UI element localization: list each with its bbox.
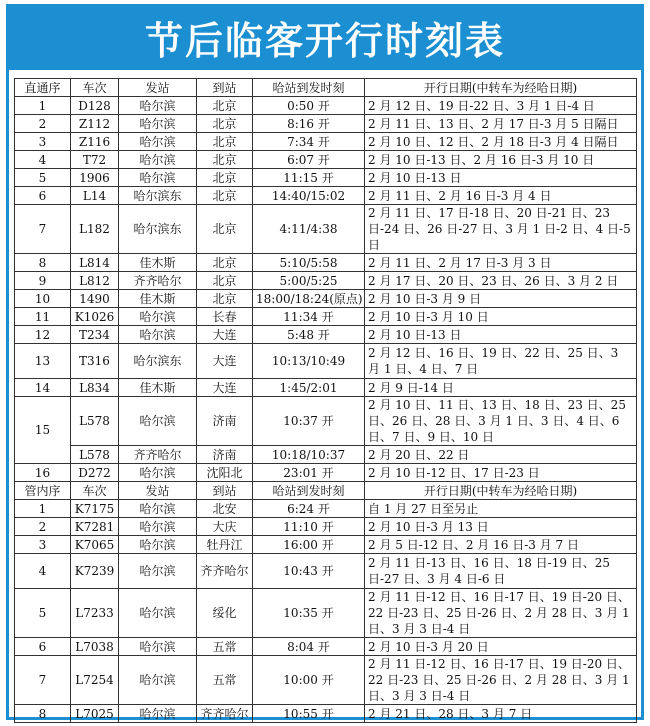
arrival-station-cell: 五常 xyxy=(197,656,253,705)
dates-cell: 2 月 10 日-12 日、17 日-23 日 xyxy=(365,464,637,482)
train-number-cell: Z116 xyxy=(71,133,119,151)
train-number-cell: T234 xyxy=(71,326,119,344)
dates-cell: 2 月 10 日-3 月 20 日 xyxy=(365,638,637,656)
train-number-cell: D128 xyxy=(71,97,119,115)
arrival-station-cell: 北京 xyxy=(197,187,253,205)
seq-cell: 5 xyxy=(15,169,71,187)
time-cell: 6:07 开 xyxy=(253,151,365,169)
arrival-station-cell: 绥化 xyxy=(197,589,253,638)
schedule-table xyxy=(14,78,637,723)
time-cell: 6:24 开 xyxy=(253,500,365,518)
train-number-cell: L834 xyxy=(71,379,119,397)
table-row xyxy=(15,308,637,326)
seq-cell: 9 xyxy=(15,272,71,290)
dates-cell: 2 月 9 日-14 日 xyxy=(365,379,637,397)
time-cell: 5:00/5:25 xyxy=(253,272,365,290)
column-header: 到站 xyxy=(197,482,253,500)
arrival-station-cell: 齐齐哈尔 xyxy=(197,705,253,723)
train-number-cell: L578 xyxy=(71,397,119,446)
departure-station-cell: 佳木斯 xyxy=(119,254,197,272)
dates-cell: 2 月 10 日、12 日、2 月 18 日-3 月 4 日隔日 xyxy=(365,133,637,151)
dates-cell: 2 月 11 日、2 月 16 日-3 月 4 日 xyxy=(365,187,637,205)
time-cell: 5:10/5:58 xyxy=(253,254,365,272)
arrival-station-cell: 北京 xyxy=(197,169,253,187)
time-cell: 1:45/2:01 xyxy=(253,379,365,397)
arrival-station-cell: 济南 xyxy=(197,397,253,446)
arrival-station-cell: 北京 xyxy=(197,97,253,115)
arrival-station-cell: 大庆 xyxy=(197,518,253,536)
table-row xyxy=(15,254,637,272)
column-header: 发站 xyxy=(119,482,197,500)
column-header: 管内序 xyxy=(15,482,71,500)
seq-cell: 7 xyxy=(15,205,71,254)
dates-cell: 2 月 11 日-12 日、16 日-17 日、19 日-20 日、22 日-23 日、25 日-26 日、2 月 28 日、3 月 1 日、3 月 3 日-4 日 xyxy=(365,589,637,638)
departure-station-cell: 哈尔滨 xyxy=(119,554,197,589)
table-row xyxy=(15,379,637,397)
column-header: 直通序 xyxy=(15,79,71,97)
seq-cell: 7 xyxy=(15,656,71,705)
departure-station-cell: 哈尔滨 xyxy=(119,589,197,638)
time-cell: 0:50 开 xyxy=(253,97,365,115)
seq-cell: 3 xyxy=(15,133,71,151)
section2-header-row xyxy=(15,482,637,500)
departure-station-cell: 哈尔滨 xyxy=(119,638,197,656)
seq-cell: 14 xyxy=(15,379,71,397)
arrival-station-cell: 北京 xyxy=(197,254,253,272)
train-number-cell: Z112 xyxy=(71,115,119,133)
dates-cell: 2 月 10 日-3 月 13 日 xyxy=(365,518,637,536)
departure-station-cell: 佳木斯 xyxy=(119,290,197,308)
train-number-cell: L7038 xyxy=(71,638,119,656)
table-row xyxy=(15,500,637,518)
departure-station-cell: 齐齐哈尔 xyxy=(119,272,197,290)
time-cell: 18:00/18:24(原点) xyxy=(253,290,365,308)
table-row xyxy=(15,169,637,187)
dates-cell: 2 月 17 日、20 日、23 日、26 日、3 月 2 日 xyxy=(365,272,637,290)
table-row xyxy=(15,589,637,638)
column-header: 哈站到发时刻 xyxy=(253,482,365,500)
time-cell: 8:16 开 xyxy=(253,115,365,133)
page-title: 节后临客开行时刻表 xyxy=(6,4,644,70)
dates-cell: 2 月 11 日-12 日、16 日-17 日、19 日-20 日、22 日-23 日、25 日-26 日、2 月 28 日、3 月 1 日、3 月 3 日-4 日 xyxy=(365,656,637,705)
departure-station-cell: 哈尔滨 xyxy=(119,500,197,518)
departure-station-cell: 哈尔滨 xyxy=(119,518,197,536)
dates-cell: 2 月 11 日、17 日-18 日、20 日-21 日、23 日-24 日、26 日-27 日、3 月 1 日-2 日、4 日-5 日 xyxy=(365,205,637,254)
dates-cell: 2 月 11 日-13 日、16 日、18 日-19 日、25 日-27 日、3 月 4 日-6 日 xyxy=(365,554,637,589)
dates-cell: 2 月 10 日-3 月 9 日 xyxy=(365,290,637,308)
seq-cell: 8 xyxy=(15,254,71,272)
dates-cell: 2 月 21 日、28 日、3 月 7 日 xyxy=(365,705,637,723)
time-cell: 10:35 开 xyxy=(253,589,365,638)
table-row xyxy=(15,536,637,554)
table-row xyxy=(15,656,637,705)
seq-cell: 4 xyxy=(15,554,71,589)
table-row xyxy=(15,344,637,379)
arrival-station-cell: 北京 xyxy=(197,115,253,133)
dates-cell: 2 月 10 日、11 日、13 日、18 日、23 日、25 日、26 日、28 日、3 月 1 日、3 日、4 日、6 日、7 日、9 日、10 日 xyxy=(365,397,637,446)
dates-cell: 2 月 10 日-13 日、2 月 16 日-3 月 10 日 xyxy=(365,151,637,169)
train-number-cell: 1906 xyxy=(71,169,119,187)
time-cell: 10:43 开 xyxy=(253,554,365,589)
dates-cell: 2 月 10 日-3 月 10 日 xyxy=(365,308,637,326)
seq-cell: 11 xyxy=(15,308,71,326)
seq-cell: 1 xyxy=(15,500,71,518)
dates-cell: 2 月 10 日-13 日 xyxy=(365,326,637,344)
table-row xyxy=(15,518,637,536)
departure-station-cell: 哈尔滨 xyxy=(119,656,197,705)
table-row xyxy=(15,446,637,464)
column-header: 车次 xyxy=(71,482,119,500)
departure-station-cell: 哈尔滨 xyxy=(119,115,197,133)
departure-station-cell: 哈尔滨 xyxy=(119,151,197,169)
train-number-cell: L7025 xyxy=(71,705,119,723)
seq-cell: 1 xyxy=(15,97,71,115)
seq-cell: 3 xyxy=(15,536,71,554)
train-number-cell: K7175 xyxy=(71,500,119,518)
arrival-station-cell: 大连 xyxy=(197,344,253,379)
column-header: 发站 xyxy=(119,79,197,97)
train-number-cell: L7233 xyxy=(71,589,119,638)
dates-cell: 2 月 12 日、19 日-22 日、3 月 1 日-4 日 xyxy=(365,97,637,115)
arrival-station-cell: 长春 xyxy=(197,308,253,326)
table-row xyxy=(15,115,637,133)
table-row xyxy=(15,397,637,446)
arrival-station-cell: 北京 xyxy=(197,133,253,151)
arrival-station-cell: 济南 xyxy=(197,446,253,464)
train-number-cell: L814 xyxy=(71,254,119,272)
departure-station-cell: 佳木斯 xyxy=(119,379,197,397)
seq-cell: 15 xyxy=(15,397,71,464)
train-number-cell: D272 xyxy=(71,464,119,482)
column-header: 哈站到发时刻 xyxy=(253,79,365,97)
dates-cell: 自 1 月 27 日至另止 xyxy=(365,500,637,518)
train-number-cell: L812 xyxy=(71,272,119,290)
table-row xyxy=(15,151,637,169)
table-row xyxy=(15,705,637,723)
arrival-station-cell: 北京 xyxy=(197,205,253,254)
arrival-station-cell: 北京 xyxy=(197,272,253,290)
table-row xyxy=(15,187,637,205)
dates-cell: 2 月 12 日、16 日、19 日、22 日、25 日、3 月 1 日、4 日、7 日 xyxy=(365,344,637,379)
table-row xyxy=(15,464,637,482)
arrival-station-cell: 北京 xyxy=(197,290,253,308)
arrival-station-cell: 沈阳北 xyxy=(197,464,253,482)
departure-station-cell: 哈尔滨东 xyxy=(119,187,197,205)
seq-cell: 8 xyxy=(15,705,71,723)
column-header: 到站 xyxy=(197,79,253,97)
time-cell: 10:37 开 xyxy=(253,397,365,446)
departure-station-cell: 齐齐哈尔 xyxy=(119,446,197,464)
time-cell: 10:55 开 xyxy=(253,705,365,723)
time-cell: 11:15 开 xyxy=(253,169,365,187)
table-row xyxy=(15,554,637,589)
arrival-station-cell: 北京 xyxy=(197,151,253,169)
table-row xyxy=(15,97,637,115)
time-cell: 8:04 开 xyxy=(253,638,365,656)
dates-cell: 2 月 11 日、2 月 17 日-3 月 3 日 xyxy=(365,254,637,272)
column-header: 车次 xyxy=(71,79,119,97)
departure-station-cell: 哈尔滨 xyxy=(119,705,197,723)
table-row xyxy=(15,133,637,151)
departure-station-cell: 哈尔滨东 xyxy=(119,205,197,254)
time-cell: 10:00 开 xyxy=(253,656,365,705)
time-cell: 5:48 开 xyxy=(253,326,365,344)
table-row xyxy=(15,326,637,344)
departure-station-cell: 哈尔滨东 xyxy=(119,344,197,379)
time-cell: 14:40/15:02 xyxy=(253,187,365,205)
column-header: 开行日期(中转车为经哈日期) xyxy=(365,79,637,97)
train-number-cell: T72 xyxy=(71,151,119,169)
arrival-station-cell: 五常 xyxy=(197,638,253,656)
train-number-cell: L7254 xyxy=(71,656,119,705)
seq-cell: 12 xyxy=(15,326,71,344)
time-cell: 7:34 开 xyxy=(253,133,365,151)
departure-station-cell: 哈尔滨 xyxy=(119,536,197,554)
departure-station-cell: 哈尔滨 xyxy=(119,133,197,151)
schedule-table-container xyxy=(14,78,636,723)
departure-station-cell: 哈尔滨 xyxy=(119,308,197,326)
dates-cell: 2 月 5 日-12 日、2 月 16 日-3 月 7 日 xyxy=(365,536,637,554)
section1-header-row xyxy=(15,79,637,97)
arrival-station-cell: 大连 xyxy=(197,379,253,397)
dates-cell: 2 月 10 日-13 日 xyxy=(365,169,637,187)
time-cell: 11:10 开 xyxy=(253,518,365,536)
seq-cell: 6 xyxy=(15,638,71,656)
arrival-station-cell: 北安 xyxy=(197,500,253,518)
table-row xyxy=(15,290,637,308)
time-cell: 11:34 开 xyxy=(253,308,365,326)
arrival-station-cell: 大连 xyxy=(197,326,253,344)
seq-cell: 4 xyxy=(15,151,71,169)
departure-station-cell: 哈尔滨 xyxy=(119,97,197,115)
table-row xyxy=(15,272,637,290)
seq-cell: 5 xyxy=(15,589,71,638)
seq-cell: 16 xyxy=(15,464,71,482)
table-row xyxy=(15,205,637,254)
train-number-cell: K7239 xyxy=(71,554,119,589)
seq-cell: 2 xyxy=(15,518,71,536)
seq-cell: 10 xyxy=(15,290,71,308)
seq-cell: 13 xyxy=(15,344,71,379)
train-number-cell: K7065 xyxy=(71,536,119,554)
time-cell: 23:01 开 xyxy=(253,464,365,482)
departure-station-cell: 哈尔滨 xyxy=(119,464,197,482)
train-number-cell: L578 xyxy=(71,446,119,464)
departure-station-cell: 哈尔滨 xyxy=(119,169,197,187)
departure-station-cell: 哈尔滨 xyxy=(119,326,197,344)
train-number-cell: T316 xyxy=(71,344,119,379)
seq-cell: 6 xyxy=(15,187,71,205)
train-number-cell: K1026 xyxy=(71,308,119,326)
dates-cell: 2 月 11 日、13 日、2 月 17 日-3 月 5 日隔日 xyxy=(365,115,637,133)
table-row xyxy=(15,638,637,656)
time-cell: 16:00 开 xyxy=(253,536,365,554)
train-number-cell: 1490 xyxy=(71,290,119,308)
train-number-cell: L14 xyxy=(71,187,119,205)
train-number-cell: L182 xyxy=(71,205,119,254)
seq-cell: 2 xyxy=(15,115,71,133)
train-number-cell: K7281 xyxy=(71,518,119,536)
dates-cell: 2 月 20 日、22 日 xyxy=(365,446,637,464)
time-cell: 10:18/10:37 xyxy=(253,446,365,464)
arrival-station-cell: 齐齐哈尔 xyxy=(197,554,253,589)
time-cell: 10:13/10:49 xyxy=(253,344,365,379)
arrival-station-cell: 牡丹江 xyxy=(197,536,253,554)
column-header: 开行日期(中转车为经哈日期) xyxy=(365,482,637,500)
departure-station-cell: 哈尔滨 xyxy=(119,397,197,446)
time-cell: 4:11/4:38 xyxy=(253,205,365,254)
